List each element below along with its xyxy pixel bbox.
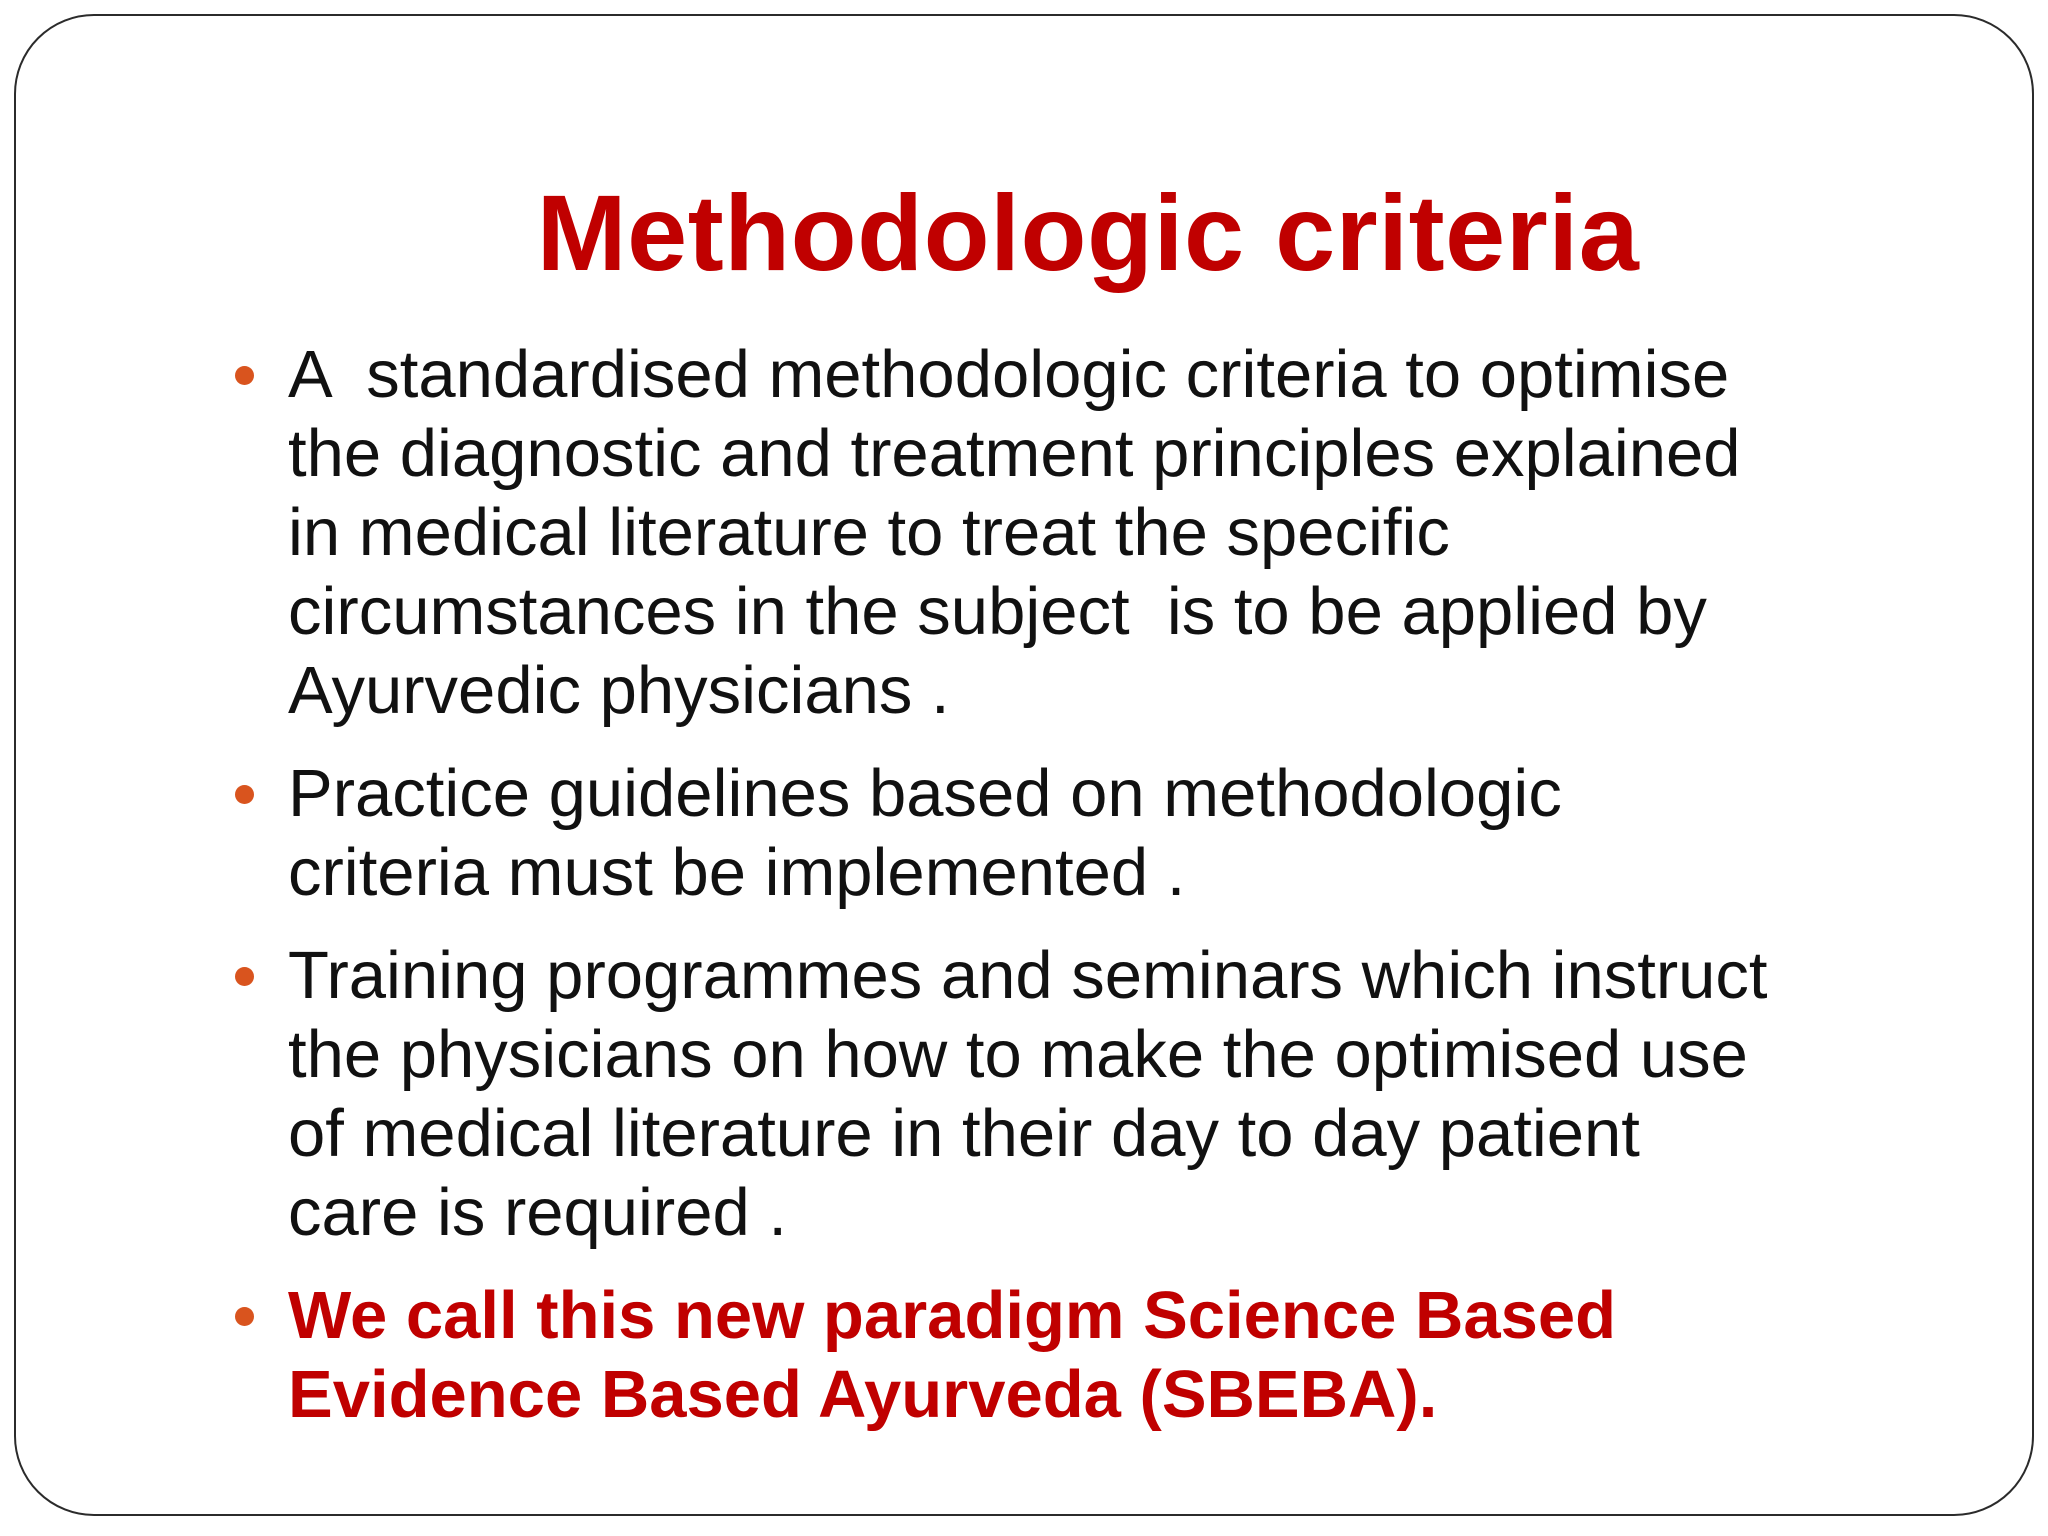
bullet-item-2 xyxy=(288,754,1968,912)
bullet-list xyxy=(288,335,1968,1458)
slide-title: Methodologic criteria xyxy=(536,172,1640,293)
bullet-text-emphasis: We call this new paradigm Science Based Evidence Based Ayurveda (SBEBA). xyxy=(288,1278,1617,1432)
bullet-item-4 xyxy=(288,1276,1968,1434)
bullet-dot-icon xyxy=(235,1307,254,1326)
bullet-dot-icon xyxy=(235,785,254,804)
bullet-text: Training programmes and seminars which instruct the physicians on how to make the optimised use of medical literature in their day to day patient care is required . xyxy=(288,938,1768,1250)
bullet-text: Practice guidelines based on methodologic criteria must be implemented . xyxy=(288,756,1562,910)
bullet-item-1 xyxy=(288,335,1968,730)
bullet-text: A standardised methodologic criteria to optimise the diagnostic and treatment principles explained in medical literature to treat the specific circumstances in the subject is to be applied by Ayurvedic physicians . xyxy=(288,337,1741,728)
bullet-dot-icon xyxy=(235,967,254,986)
bullet-item-3 xyxy=(288,936,1968,1252)
bullet-dot-icon xyxy=(235,366,254,385)
